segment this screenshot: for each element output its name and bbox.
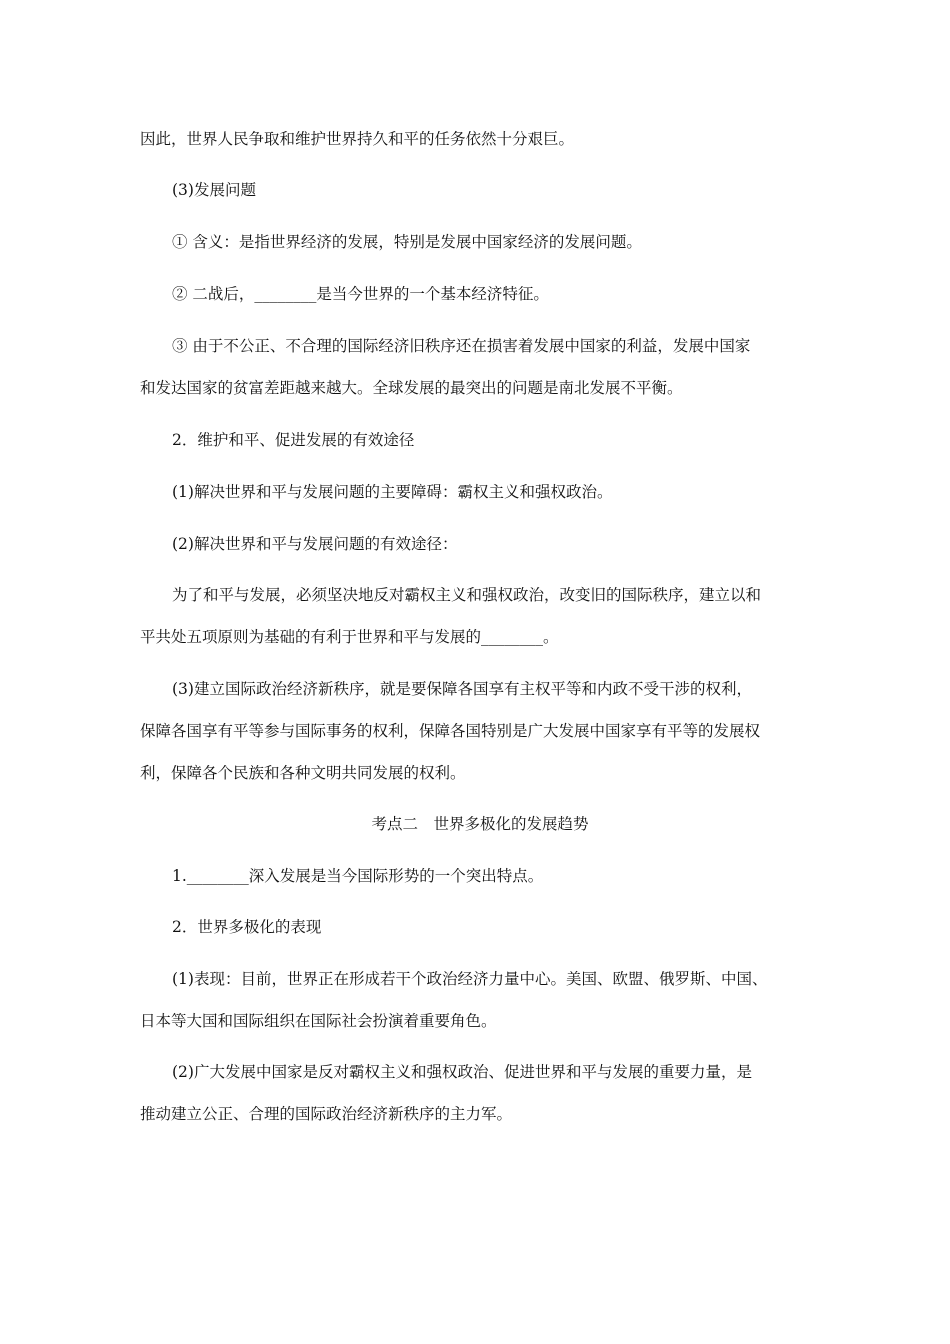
paragraph-text: (2)广大发展中国家是反对霸权主义和强权政治、促进世界和平与发展的重要力量，是 [172, 1063, 752, 1081]
paragraph-text: ① 含义：是指世界经济的发展，特别是发展中国家经济的发展问题。 [172, 233, 642, 251]
paragraph-text: 和发达国家的贫富差距越来越大。全球发展的最突出的问题是南北发展不平衡。 [140, 379, 683, 397]
section-heading: 考点二 世界多极化的发展趋势 [371, 815, 589, 833]
paragraph-text: 因此，世界人民争取和维护世界持久和平的任务依然十分艰巨。 [140, 130, 575, 148]
paragraph-text: 利，保障各个民族和各种文明共同发展的权利。 [140, 764, 466, 782]
paragraph-text: 保障各国享有平等参与国际事务的权利，保障各国特别是广大发展中国家享有平等的发展权 [140, 722, 761, 740]
fill-blank-question: 1.________深入发展是当今国际形势的一个突出特点。 [172, 867, 544, 885]
fill-blank-question: ② 二战后，________是当今世界的一个基本经济特征。 [172, 285, 549, 303]
paragraph-text: 日本等大国和国际组织在国际社会扮演着重要角色。 [140, 1012, 497, 1030]
section-title-development: (3)发展问题 [172, 181, 256, 199]
paragraph-text: (1)解决世界和平与发展问题的主要障碍：霸权主义和强权政治。 [172, 483, 613, 501]
paragraph-text: 推动建立公正、合理的国际政治经济新秩序的主力军。 [140, 1105, 513, 1123]
subheading: 2．世界多极化的表现 [172, 918, 322, 936]
paragraph-text: 为了和平与发展，必须坚决地反对霸权主义和强权政治，改变旧的国际秩序，建立以和 [172, 586, 762, 604]
subheading: 2．维护和平、促进发展的有效途径 [172, 431, 415, 449]
paragraph-text: (3)建立国际政治经济新秩序，就是要保障各国享有主权平等和内政不受干涉的权利， [172, 680, 752, 698]
paragraph-text: (2)解决世界和平与发展问题的有效途径： [172, 535, 458, 553]
fill-blank-question: 平共处五项原则为基础的有利于世界和平与发展的________。 [140, 628, 559, 646]
paragraph-text: (1)表现：目前，世界正在形成若干个政治经济力量中心。美国、欧盟、俄罗斯、中国、 [172, 970, 768, 988]
paragraph-text: ③ 由于不公正、不合理的国际经济旧秩序还在损害着发展中国家的利益，发展中国家 [172, 337, 751, 355]
